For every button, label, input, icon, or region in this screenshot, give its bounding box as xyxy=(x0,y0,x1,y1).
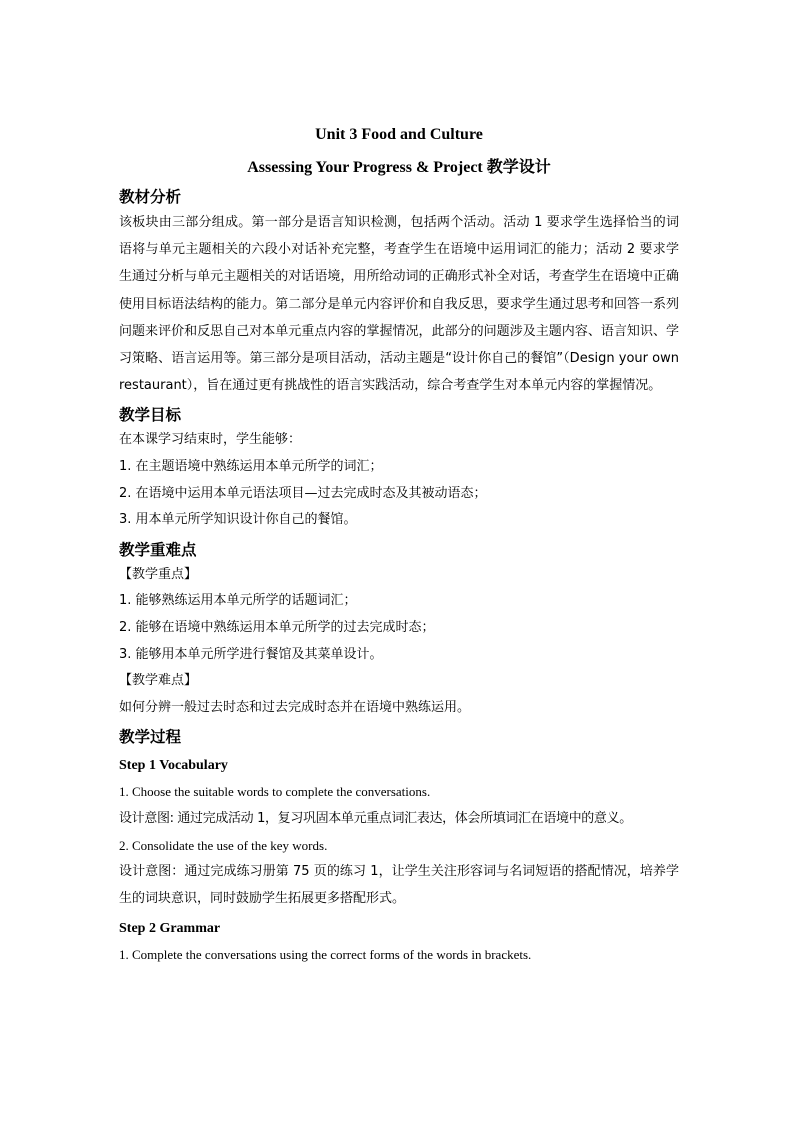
step1-item2: 2. Consolidate the use of the key words. xyxy=(119,837,328,853)
step1-heading: Step 1 Vocabulary xyxy=(119,758,228,774)
objective-item: 1. 在主题语境中熟练运用本单元所学的词汇； xyxy=(119,459,383,475)
step1-intent1: 设计意图: 通过完成活动 1，复习巩固本单元重点词汇表达，体会所填词汇在语境中的意义。 xyxy=(119,810,632,826)
document-content xyxy=(119,122,679,969)
objectives-heading: 教学目标 xyxy=(119,406,182,425)
focus-item: 1. 能够熟练运用本单元所学的话题词汇； xyxy=(119,593,357,609)
analysis-paragraph: 该板块由三部分组成。第一部分是语言知识检测，包括两个活动。活动 1 要求学生选择恰当的词语将与单元主题相关的六段小对话补充完整，考查学生在语境中运用词汇的能力；活动 2 要求学生通过分析与单元主题相关的对话语境，用所给动词的正确形式补全对话，考查学生在语境中正确使用目标语法结构的能力。第二部分是单元内容评价和自我反思，要求学生通过思考和回答一系列问题来评价和反思自己对本单元重点内容的掌握情况，此部分的问题涉及主题内容、语言知识、学习策略、语言运用等。第三部分是项目活动，活动主题是“设计你自己的餐馆”（Design your own restaurant），旨在通过更有挑战性的语言实践活动，综合考查学生对本单元内容的掌握情况。 xyxy=(119,215,679,394)
difficulty-text: 如何分辨一般过去时态和过去完成时态并在语境中熟练运用。 xyxy=(119,699,471,715)
difficulty-label: 【教学难点】 xyxy=(119,673,198,689)
focus-label: 【教学重点】 xyxy=(119,566,198,582)
process-heading: 教学过程 xyxy=(119,728,182,747)
objective-item: 3. 用本单元所学知识设计你自己的餐馆。 xyxy=(119,512,357,528)
objectives-intro: 在本课学习结束时，学生能够： xyxy=(119,432,302,448)
focus-item: 2. 能够在语境中熟练运用本单元所学的过去完成时态； xyxy=(119,619,435,635)
objective-item: 2. 在语境中运用本单元语法项目—过去完成时态及其被动语态； xyxy=(119,485,487,501)
document-subtitle: Assessing Your Progress & Project 教学设计 xyxy=(247,159,551,176)
step1-item1: 1. Choose the suitable words to complete the conversations. xyxy=(119,784,431,800)
document-title: Unit 3 Food and Culture xyxy=(315,126,483,143)
key-points-heading: 教学重难点 xyxy=(119,540,197,559)
step2-heading: Step 2 Grammar xyxy=(119,921,221,937)
focus-item: 3. 能够用本单元所学进行餐馆及其菜单设计。 xyxy=(119,646,383,662)
step2-item1: 1. Complete the conversations using the correct forms of the words in brackets. xyxy=(119,947,532,963)
step1-intent2: 设计意图：通过完成练习册第 75 页的练习 1，让学生关注形容词与名词短语的搭配情况，培养学生的词块意识，同时鼓励学生拓展更多搭配形式。 xyxy=(119,864,679,906)
analysis-heading: 教材分析 xyxy=(119,188,182,206)
